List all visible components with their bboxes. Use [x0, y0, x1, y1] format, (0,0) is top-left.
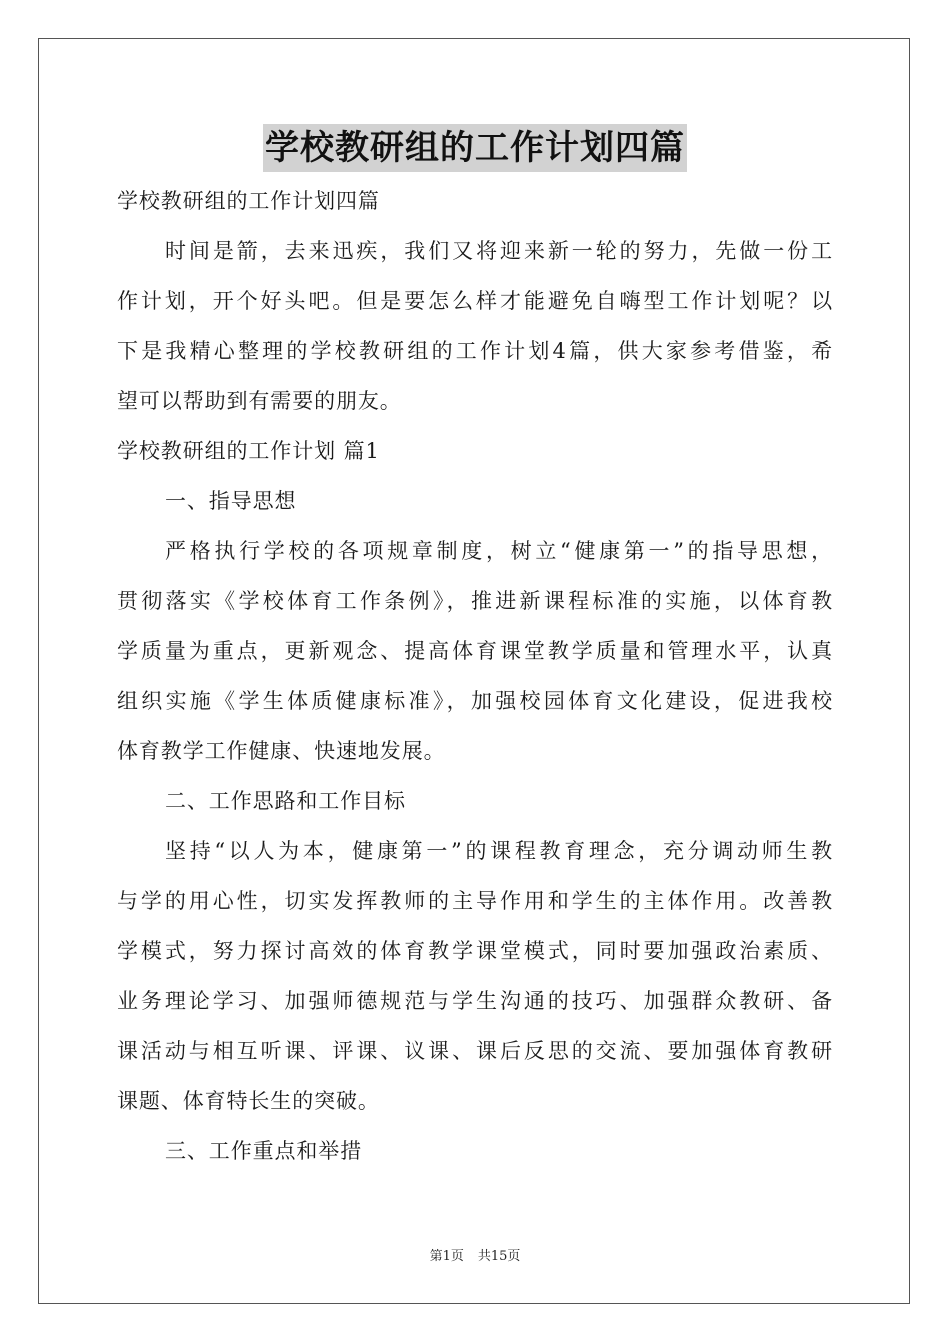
text-line: 课活动与相互听课、评课、议课、课后反思的交流、要加强体育教研 [117, 1039, 833, 1063]
text-line: 下是我精心整理的学校教研组的工作计划4篇，供大家参考借鉴，希 [117, 339, 833, 363]
text-line: 坚持“以人为本，健康第一”的课程教育理念，充分调动师生教 [165, 839, 833, 863]
text-line: 严格执行学校的各项规章制度，树立“健康第一”的指导思想， [165, 539, 833, 563]
text-line: 学质量为重点，更新观念、提高体育课堂教学质量和管理水平，认真 [117, 639, 833, 663]
text-line: 一、指导思想 [165, 489, 297, 513]
text-line: 二、工作思路和工作目标 [165, 789, 406, 813]
text-line: 与学的用心性，切实发挥教师的主导作用和学生的主体作用。改善教 [117, 889, 833, 913]
text-line: 时间是箭，去来迅疾，我们又将迎来新一轮的努力，先做一份工 [165, 239, 833, 263]
document-body [117, 176, 833, 1176]
page-total: 共15页 [477, 1249, 521, 1264]
title-container [0, 124, 950, 172]
page-footer [0, 1247, 950, 1267]
text-line: 学校教研组的工作计划四篇 [117, 189, 380, 213]
text-line: 作计划，开个好头吧。但是要怎么样才能避免自嗨型工作计划呢？以 [117, 289, 833, 313]
text-line: 学校教研组的工作计划 篇1 [117, 439, 380, 463]
text-line: 业务理论学习、加强师德规范与学生沟通的技巧、加强群众教研、备 [117, 989, 833, 1013]
text-line: 课题、体育特长生的突破。 [117, 1089, 380, 1113]
text-line: 贯彻落实《学校体育工作条例》，推进新课程标准的实施，以体育教 [117, 589, 833, 613]
text-line: 三、工作重点和举措 [165, 1139, 363, 1163]
text-line: 学模式，努力探讨高效的体育教学课堂模式，同时要加强政治素质、 [117, 939, 833, 963]
text-line: 望可以帮助到有需要的朋友。 [117, 389, 402, 413]
page-number: 第1页 [429, 1249, 464, 1264]
document-title: 学校教研组的工作计划四篇 [263, 124, 687, 172]
text-line: 组织实施《学生体质健康标准》，加强校园体育文化建设，促进我校 [117, 689, 833, 713]
text-line: 体育教学工作健康、快速地发展。 [117, 739, 446, 763]
